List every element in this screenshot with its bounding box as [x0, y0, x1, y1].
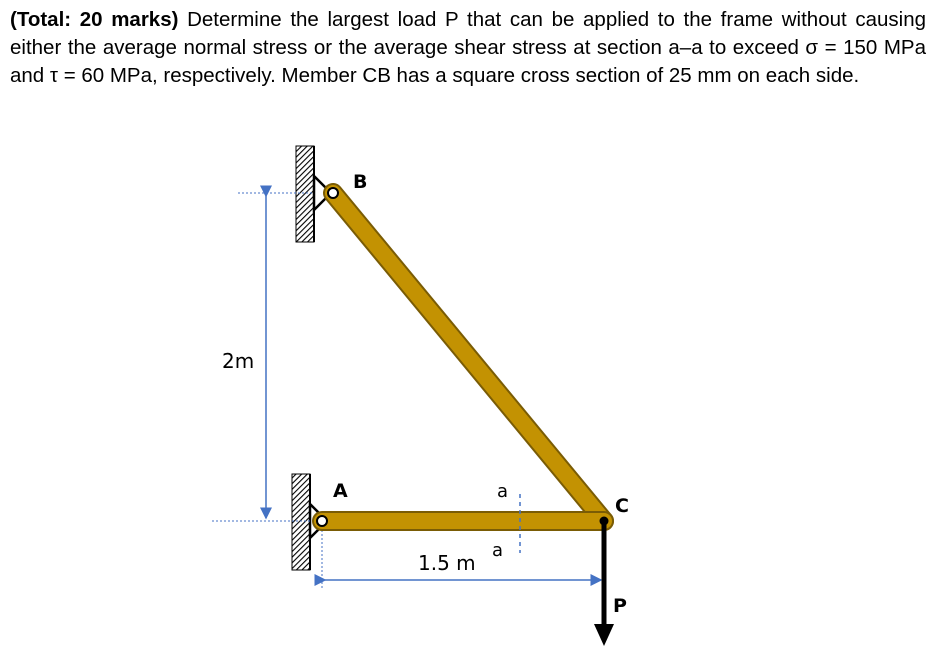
load-arrow-head — [594, 624, 614, 646]
problem-text: Determine the largest load P that can be applied to the frame without causing either the average normal stress or the average shear stress at section a–a to exceed σ = 150 MPa and τ = 60 MPa, respectively. Member CB has a square cross section of 25 mm on each side. — [10, 8, 926, 87]
label-load-p: P — [613, 595, 627, 617]
pin-b — [328, 188, 338, 198]
pin-a — [317, 516, 327, 526]
dimension-horizontal-label: 1.5 m — [418, 551, 476, 575]
dimension-vertical-label: 2m — [222, 349, 255, 373]
member-cb-fill — [333, 193, 604, 521]
label-point-c: C — [615, 495, 629, 517]
marks-label: (Total: 20 marks) — [10, 8, 179, 31]
label-point-b: B — [353, 171, 368, 193]
section-label-bottom: a — [492, 540, 504, 561]
label-point-a: A — [333, 480, 348, 502]
section-label-top: a — [497, 481, 509, 502]
